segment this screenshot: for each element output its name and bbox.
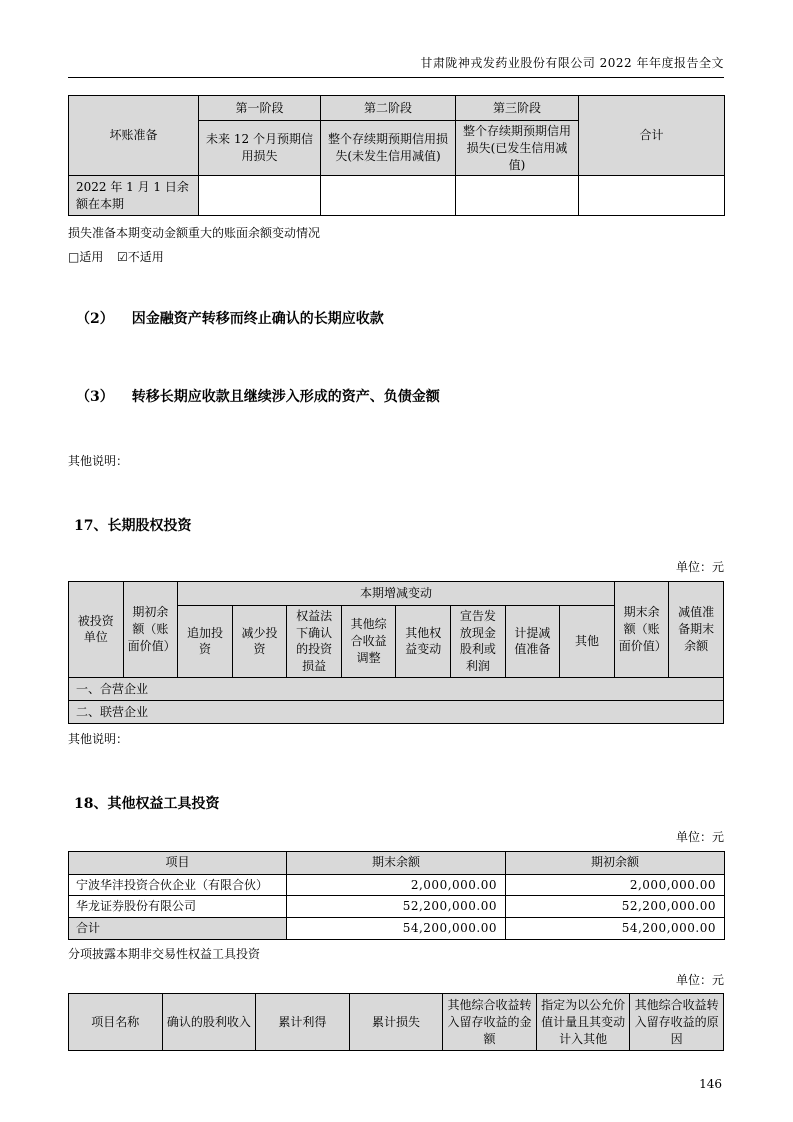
stage2-subheader: 整个存续期预期信用损失(未发生信用减值) <box>321 121 456 176</box>
col-cumulative-gain-header: 累计利得 <box>256 994 350 1051</box>
subcol-other: 其他 <box>560 605 615 677</box>
table-row <box>69 874 725 896</box>
other-note-1: 其他说明： <box>68 454 129 469</box>
col-item-header: 项目 <box>69 851 287 874</box>
period-change-group-header: 本期增减变动 <box>178 581 615 605</box>
bad-debt-row-label: 2022 年 1 月 1 日余额在本期 <box>69 176 199 216</box>
section-3-number: （3） <box>76 389 114 406</box>
col-investee-header: 被投资单位 <box>69 581 124 677</box>
closing-balance-value: 2,000,000.00 <box>287 874 506 896</box>
subcol-impairment-provision: 计提减值准备 <box>505 605 560 677</box>
section-2-heading <box>68 311 724 327</box>
row-joint-ventures: 一、合营企业 <box>69 678 724 701</box>
table-row <box>69 896 725 918</box>
section-3-heading <box>68 389 724 405</box>
total-label: 合计 <box>69 918 287 940</box>
stage1-header: 第一阶段 <box>199 96 321 121</box>
opening-balance-total: 54,200,000.00 <box>506 918 725 940</box>
col-opening-balance-header: 期初余额（账面价值） <box>123 581 178 677</box>
stage1-subheader: 未来 12 个月预期信用损失 <box>199 121 321 176</box>
section-2-title: 因金融资产转移而终止确认的长期应收款 <box>131 311 384 328</box>
other-note-2: 其他说明： <box>68 732 129 747</box>
subcol-oci-adjustment: 其他综合收益调整 <box>341 605 396 677</box>
opening-balance-value: 52,200,000.00 <box>506 896 725 918</box>
subcol-other-equity-change: 其他权益变动 <box>396 605 451 677</box>
bad-debt-stage-table <box>68 95 725 216</box>
subcol-equity-method-pnl: 权益法下确认的投资损益 <box>287 605 342 677</box>
subcol-additional-investment: 追加投资 <box>178 605 233 677</box>
checkbox-not-applicable: ☑不适用 <box>117 249 164 264</box>
col-cumulative-loss-header: 累计损失 <box>349 994 443 1051</box>
closing-balance-value: 52,200,000.00 <box>287 896 506 918</box>
bad-debt-cell-stage1 <box>199 176 321 216</box>
col-opening-header: 期初余额 <box>506 851 725 874</box>
closing-balance-total: 54,200,000.00 <box>287 918 506 940</box>
checkbox-applicable: □适用 <box>68 249 104 264</box>
subcol-reduced-investment: 减少投资 <box>232 605 287 677</box>
col-closing-header: 期末余额 <box>287 851 506 874</box>
col-closing-balance-header: 期末余额（账面价值） <box>614 581 669 677</box>
col-fvtoci-designation-header: 指定为以公允价值计量且其变动计入其他 <box>536 994 630 1051</box>
opening-balance-value: 2,000,000.00 <box>506 874 725 896</box>
loss-provision-note: 损失准备本期变动金额重大的账面余额变动情况 <box>68 226 321 241</box>
col-oci-transfer-amount-header: 其他综合收益转入留存收益的金额 <box>443 994 537 1051</box>
table-row-total <box>69 918 725 940</box>
bad-debt-cell-stage3 <box>456 176 579 216</box>
col-dividend-income-header: 确认的股利收入 <box>162 994 256 1051</box>
row-associates: 二、联营企业 <box>69 701 724 724</box>
unit-label-17: 单位：元 <box>675 559 724 574</box>
bad-debt-cell-stage2 <box>321 176 456 216</box>
document-header-title: 甘肃陇神戎发药业股份有限公司 2022 年年度报告全文 <box>420 56 724 70</box>
subcol-declared-dividends: 宣告发放现金股利或利润 <box>451 605 506 677</box>
document-header <box>68 54 724 78</box>
page-number: 146 <box>699 1077 722 1092</box>
col-impairment-header: 减值准备期末余额 <box>669 581 724 677</box>
long-term-equity-table <box>68 581 724 724</box>
col-oci-transfer-reason-header: 其他综合收益转入留存收益的原因 <box>630 994 724 1051</box>
section-17-heading: 17、长期股权投资 <box>74 517 192 534</box>
item-name: 宁波华沣投资合伙企业（有限合伙） <box>69 874 287 896</box>
col-project-name-header: 项目名称 <box>69 994 163 1051</box>
bad-debt-corner-header: 坏账准备 <box>69 96 199 176</box>
section-18-heading: 18、其他权益工具投资 <box>74 796 220 813</box>
stage3-header: 第三阶段 <box>456 96 579 121</box>
item-name: 华龙证券股份有限公司 <box>69 896 287 918</box>
nontrading-equity-table <box>68 993 724 1051</box>
disclose-note: 分项披露本期非交易性权益工具投资 <box>68 946 261 961</box>
applicable-line <box>68 250 724 264</box>
section-2-number: （2） <box>76 311 114 328</box>
section-3-title: 转移长期应收款且继续涉入形成的资产、负债金额 <box>131 389 440 406</box>
stage3-subheader: 整个存续期预期信用损失(已发生信用减值) <box>456 121 579 176</box>
total-header: 合计 <box>579 96 725 176</box>
unit-label-nontrading: 单位：元 <box>675 973 724 988</box>
bad-debt-cell-total <box>579 176 725 216</box>
unit-label-18: 单位：元 <box>675 829 724 844</box>
other-equity-instruments-table <box>68 851 725 940</box>
stage2-header: 第二阶段 <box>321 96 456 121</box>
